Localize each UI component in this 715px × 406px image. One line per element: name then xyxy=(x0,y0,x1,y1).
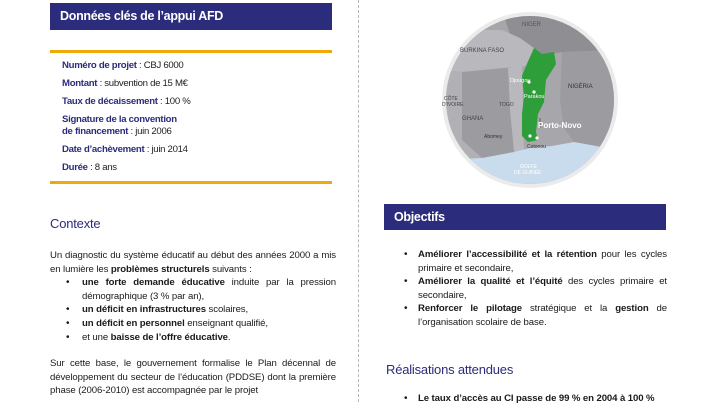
key-data-header: Données clés de l’appui AFD xyxy=(50,3,332,30)
label-abomey: Abomey xyxy=(484,134,503,140)
list-item: • un déficit en personnel enseignant qualifié, xyxy=(50,317,336,331)
contexte-body xyxy=(50,249,336,398)
key-data-bottom-rule xyxy=(50,181,332,184)
key-data-row: Signature de la convention xyxy=(62,114,177,125)
key-data-top-rule xyxy=(50,50,332,53)
label-parakou: Parakou xyxy=(524,94,545,100)
realisations-bullets xyxy=(384,392,667,406)
list-item: • et une baisse de l’offre éducative. xyxy=(50,331,336,345)
label-niger: NIGER xyxy=(522,22,542,28)
key-data-list xyxy=(62,60,322,174)
contexte-bullets xyxy=(50,276,336,344)
label-ghana: GHANA xyxy=(462,116,484,122)
contexte-heading: Contexte xyxy=(50,216,101,231)
label-porto-novo: Porto-Novo xyxy=(538,121,582,130)
list-item: • Améliorer l’accessibilité et la rétention pour les cycles primaire et secondaire, xyxy=(384,248,667,275)
contexte-paragraph: Sur cette base, le gouvernement formalise le Plan décennal de développement du secteur de l’éducation (PDDSE) dont la première phase (2006-2010) est accompagnée par le projet xyxy=(50,358,336,397)
key-data-row: Taux de décaissement : 100 % xyxy=(62,96,191,107)
list-item: • un déficit en infrastructures scolaires, xyxy=(50,303,336,317)
column-divider xyxy=(358,0,359,402)
benin-location-map xyxy=(442,10,618,190)
list-item: • Le taux d’accès au CI passe de 99 % en 2004 à 100 % xyxy=(384,392,667,406)
key-data-row: Date d’achèvement : juin 2014 xyxy=(62,144,188,155)
objectifs-body xyxy=(384,248,667,330)
list-item: • Améliorer la qualité et l’équité des cycles primaire et secondaire, xyxy=(384,275,667,302)
realisations-body xyxy=(384,392,667,406)
list-item: • Renforcer le pilotage stratégique et la gestion de l’organisation scolaire de base. xyxy=(384,302,667,329)
objectifs-header: Objectifs xyxy=(384,204,666,230)
label-burkina: BURKINA FASO xyxy=(460,48,505,54)
label-ivoire-2: D'IVOIRE xyxy=(442,102,464,108)
list-item: • une forte demande éducative induite par la pression démographique (3 % par an), xyxy=(50,276,336,303)
abomey-dot xyxy=(528,134,531,137)
key-data-row: de financement : juin 2006 xyxy=(62,126,172,137)
label-togo: TOGO xyxy=(499,102,514,108)
key-data-row: Numéro de projet : CBJ 6000 xyxy=(62,60,184,71)
label-golfe-1: GOLFE xyxy=(520,164,537,170)
objectifs-bullets xyxy=(384,248,667,330)
label-cotonou: Cotonou xyxy=(527,144,546,150)
label-golfe-2: DE GUINÉE xyxy=(514,170,542,176)
ghana-region xyxy=(462,68,514,158)
realisations-heading: Réalisations attendues xyxy=(386,362,514,377)
label-djougou: Djougou xyxy=(510,78,531,84)
label-ivoire-1: CÔTE xyxy=(444,96,458,102)
key-data-row: Durée : 8 ans xyxy=(62,162,117,173)
contexte-intro: Un diagnostic du système éducatif au début des années 2000 a mis en lumière les problèmes structurels suivants : xyxy=(50,250,336,275)
key-data-row: Montant : subvention de 15 M€ xyxy=(62,78,188,89)
porto-novo-dot xyxy=(535,136,538,139)
label-nigeria: NIGÉRIA xyxy=(568,84,593,90)
